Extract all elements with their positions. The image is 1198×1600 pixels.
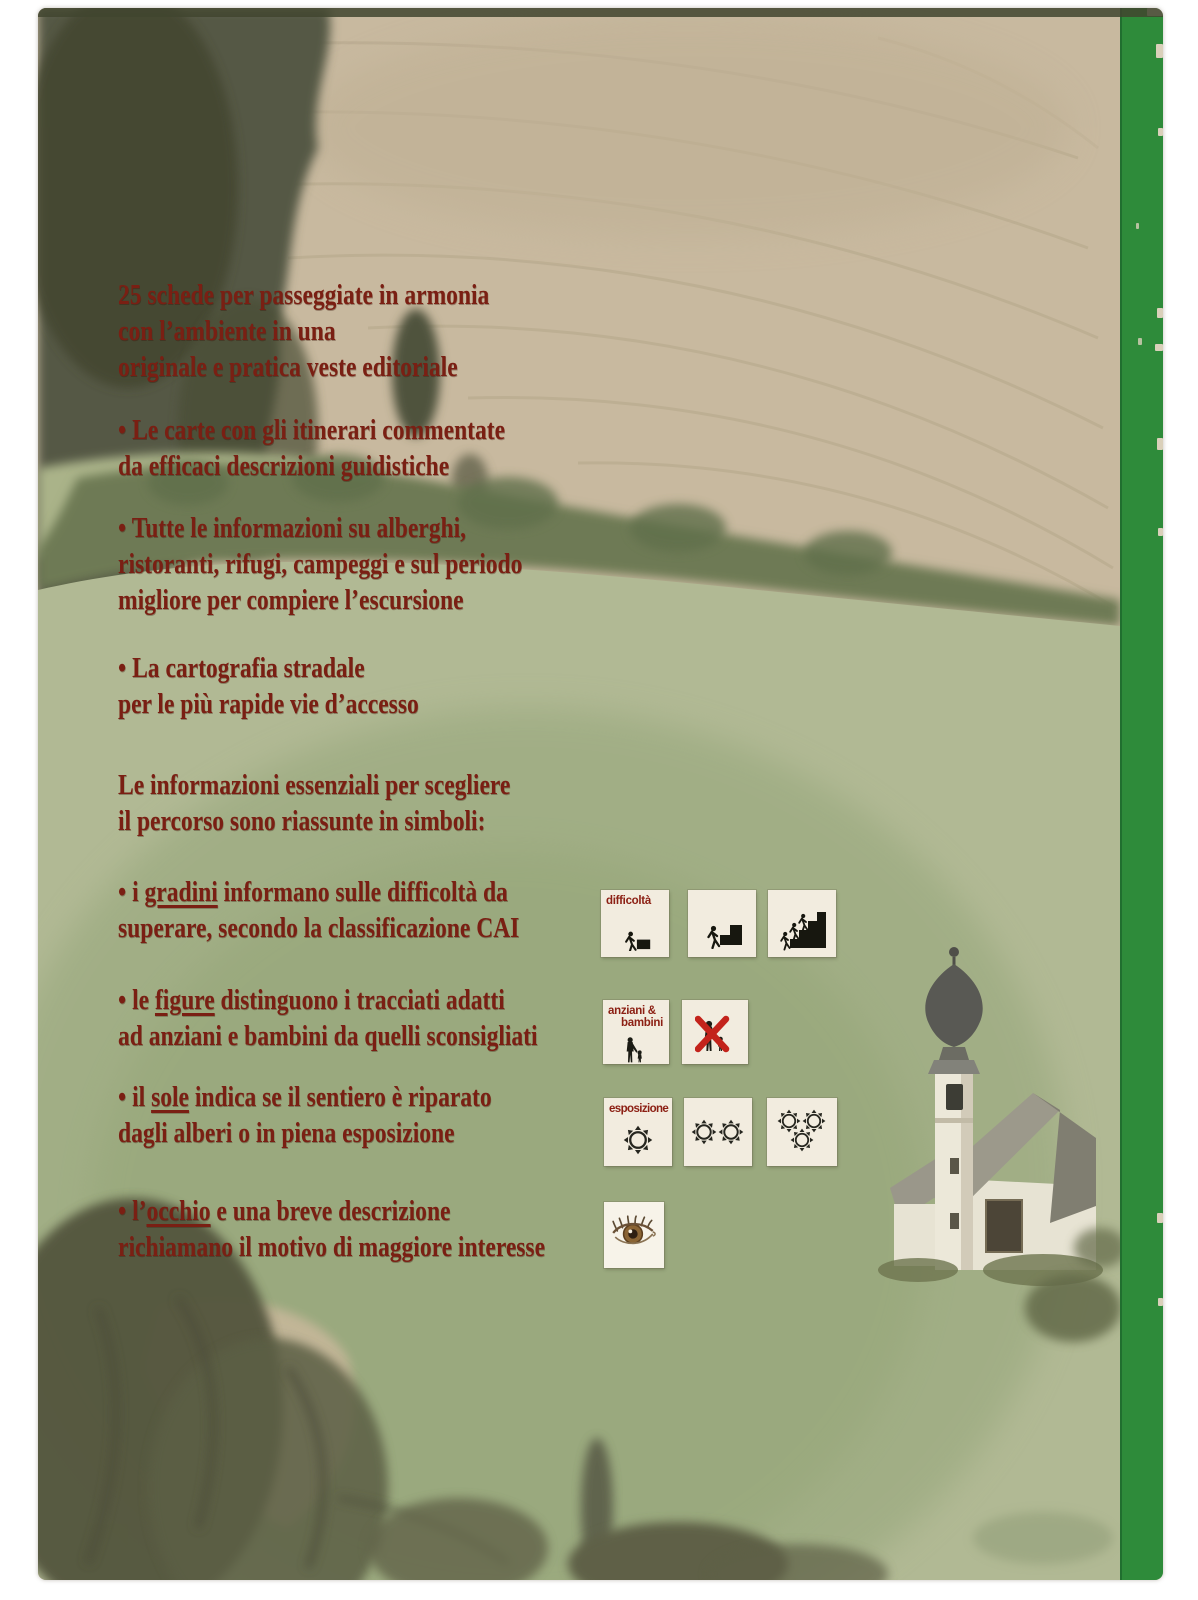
- underlined-word: figure: [154, 985, 215, 1016]
- text-segment: distinguono i tracciati adatti: [214, 985, 505, 1016]
- difficulty-box-3: [768, 890, 836, 957]
- text-line: Le informazioni essenziali per scegliere: [118, 770, 511, 801]
- text-segment: e una breve descrizione: [210, 1196, 451, 1227]
- text-segment: • le: [118, 985, 155, 1016]
- seniors-children-label-line2: bambini: [621, 1017, 663, 1029]
- text-line: dagli alberi o in piena esposizione: [118, 1118, 455, 1149]
- seniors-children-suitable-icon: [616, 1029, 656, 1064]
- text-segment: • l’: [118, 1196, 147, 1227]
- eye-icon: [609, 1214, 659, 1256]
- text-line: • Le carte con gli itinerari commentate: [118, 415, 506, 446]
- difficulty-level-2-icon: [696, 899, 748, 949]
- text-line: il percorso sono riassunte in simboli:: [118, 806, 486, 837]
- exposure-label: esposizione: [609, 1103, 669, 1115]
- bullet-cartografia: [118, 651, 419, 723]
- bullet-occhio: [118, 1194, 545, 1266]
- difficulty-level-1-icon: [611, 913, 659, 951]
- exposure-box-3: [767, 1098, 837, 1166]
- difficulty-level-3-icon: [772, 897, 832, 951]
- sun-exposure-2-icon: [689, 1112, 747, 1152]
- text-line: [118, 1080, 492, 1116]
- text-line: migliore per compiere l’escursione: [118, 585, 464, 616]
- sun-exposure-3-icon: [773, 1106, 831, 1158]
- exposure-box-1: [604, 1098, 672, 1166]
- difficulty-label: difficoltà: [606, 895, 651, 907]
- text-line: [118, 983, 538, 1019]
- difficulty-box-1: [601, 890, 669, 957]
- text-segment: • il: [118, 1082, 152, 1113]
- underlined-word: gradini: [144, 877, 218, 908]
- text-line: • Tutte le informazioni su alberghi,: [118, 513, 466, 544]
- bullet-sole: [118, 1080, 492, 1152]
- intro-paragraph: [118, 278, 489, 386]
- cover-top-edge: [38, 8, 1163, 17]
- sun-exposure-1-icon: [616, 1121, 660, 1161]
- eye-box: [604, 1202, 664, 1268]
- book-spine: [1120, 8, 1163, 1580]
- underlined-word: occhio: [146, 1196, 211, 1227]
- text-line: superare, secondo la classificazione CAI: [118, 913, 520, 944]
- text-line: ristoranti, rifugi, campeggi e sul periodo: [118, 549, 523, 580]
- text-line: con l’ambiente in una: [118, 316, 336, 347]
- text-line: richiamano il motivo di maggiore interesse: [118, 1232, 546, 1263]
- text-segment: indica se il sentiero è riparato: [188, 1082, 492, 1113]
- exposure-box-2: [684, 1098, 752, 1166]
- book-back-cover: [38, 8, 1163, 1580]
- difficulty-box-2: [688, 890, 756, 957]
- underlined-word: sole: [151, 1082, 189, 1113]
- text-line: originale e pratica veste editoriale: [118, 352, 458, 383]
- text-line: • La cartografia stradale: [118, 653, 365, 684]
- text-segment: • i: [118, 877, 145, 908]
- simboli-paragraph: [118, 768, 510, 840]
- seniors-children-box: [603, 1000, 669, 1064]
- text-segment: informano sulle difficoltà da: [217, 877, 508, 908]
- bullet-informazioni: [118, 511, 522, 619]
- text-line: [118, 875, 519, 911]
- bullet-figure: [118, 983, 538, 1055]
- text-line: per le più rapide vie d’accesso: [118, 689, 419, 720]
- text-line: da efficaci descrizioni guidistiche: [118, 451, 450, 482]
- bullet-gradini: [118, 875, 519, 947]
- bullet-carte: [118, 413, 505, 485]
- text-line: 25 schede per passeggiate in armonia: [118, 280, 490, 311]
- text-line: ad anziani e bambini da quelli sconsigliati: [118, 1021, 538, 1052]
- text-line: [118, 1194, 545, 1230]
- seniors-children-label: anziani &: [608, 1005, 656, 1017]
- seniors-children-forbidden-box: [682, 1000, 748, 1064]
- seniors-children-unsuitable-icon: [695, 1008, 735, 1056]
